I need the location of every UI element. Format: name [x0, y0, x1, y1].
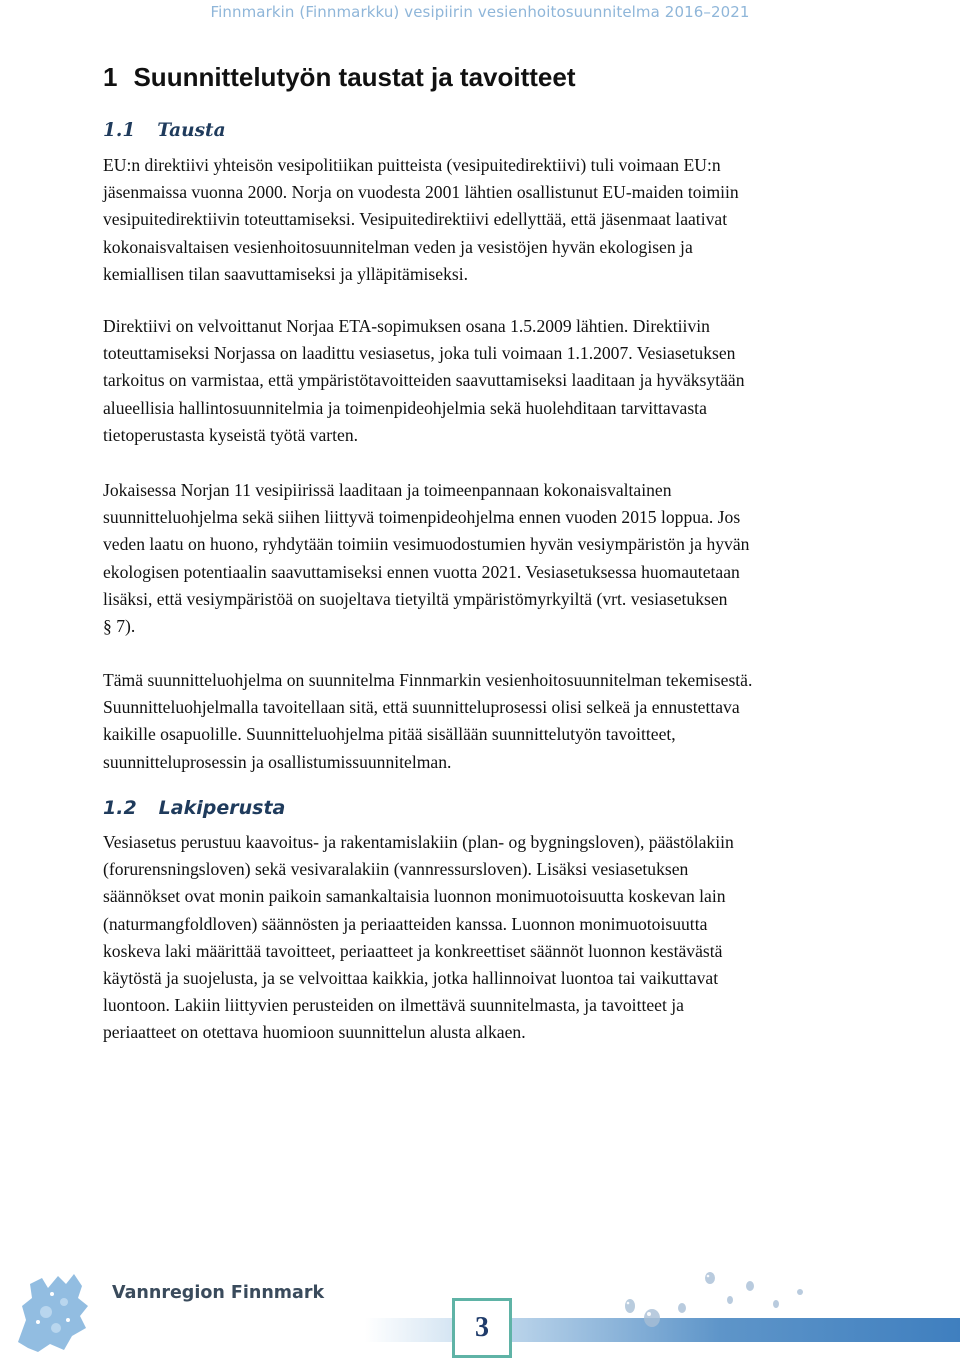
text-line: koskeva laki määrittää tavoitteet, periaatteet ja konkreettiset säännöt luonnon kestävästä [103, 940, 723, 961]
running-header: Finnmarkin (Finnmarkku) vesipiirin vesienhoitosuunnitelma 2016–2021 [210, 3, 750, 21]
text-line: Direktiivi on velvoittanut Norjaa ETA-sopimuksen osana 1.5.2009 lähtien. Direktiivin [103, 316, 710, 336]
water-drops-icon [600, 1268, 820, 1328]
paragraph-2 [103, 313, 873, 449]
text-line: alueellisia hallintosuunnitelmia ja toimenpideohjelmia sekä huolehditaan tarvittavasta [103, 397, 707, 418]
section-title: Lakiperusta [158, 797, 286, 819]
text-line: luontoon. Lakiin liittyvien perusteiden on ilmettävä suunnitelmasta, ja tavoitteet ja [103, 995, 684, 1016]
text-line: periaatteet on otettava huomioon suunnittelun alusta alkaen. [103, 1022, 526, 1043]
section-title: Tausta [157, 120, 226, 141]
text-line: (forurensningsloven) sekä vesivaralakiin (vannressursloven). Lisäksi vesiasetuksen [103, 859, 689, 880]
text-line: ekologisen potentiaalin saavuttamiseksi ennen vuotta 2021. Vesiasetuksessa huomautetaan [103, 561, 740, 582]
paragraph-4 [103, 667, 873, 776]
paragraph-1 [103, 152, 873, 288]
text-line: Suunnitteluohjelmalla tavoitellaan sitä, että suunnitteluprosessi olisi selkeä ja ennustettava [103, 697, 740, 718]
text-line: veden laatu on huono, ryhdytään toimiin vesimuodostumien hyvän vesiympäristön ja hyvän [103, 534, 750, 555]
brand-name: Vannregion Finnmark [112, 1283, 325, 1303]
text-line: tarkoitus on varmistaa, että ympäristötavoitteiden saavuttamiseksi laaditaan ja hyväksytään [103, 370, 745, 391]
paragraph-5 [103, 829, 873, 1047]
text-line: § 7). [103, 616, 136, 637]
finnmark-map-logo-icon [8, 1262, 100, 1358]
text-line: lisäksi, että vesiympäristöä on suojeltava tietyiltä ympäristömyrkyiltä (vrt. vesiasetuksen [103, 588, 728, 609]
section-number: 1.1 [103, 120, 136, 141]
text-line: tietoperustasta kyseistä työtä varten. [103, 424, 359, 445]
text-line: säännökset ovat monin paikoin samankaltaisia luonnon monimuotoisuutta koskevan lain [103, 886, 726, 907]
page-number: 3 [452, 1298, 512, 1358]
chapter-title-text: Suunnittelutyön taustat ja tavoitteet [133, 62, 576, 92]
text-line: EU:n direktiivi yhteisön vesipolitiikan puitteista (vesipuitedirektiivi) tuli voimaan EU:n [103, 155, 721, 175]
text-line: suunnitteluprosessin ja osallistumissuunnitelman. [103, 751, 452, 772]
text-line: kemiallisen tilan saavuttamiseksi ja ylläpitämiseksi. [103, 263, 468, 284]
text-line: Vesiasetus perustuu kaavoitus- ja rakentamislakiin (plan- og bygningsloven), päästölakiin [103, 832, 734, 852]
section-number: 1.2 [103, 797, 137, 819]
chapter-number: 1 [103, 62, 118, 92]
text-line: kokonaisvaltaisen vesienhoitosuunnitelman veden ja vesistöjen hyvän ekologisen ja [103, 236, 693, 257]
text-line: suunnitteluohjelma sekä siihen liittyvä toimenpideohjelma ennen vuoden 2015 loppua. Jos [103, 507, 741, 528]
chapter-title [103, 62, 576, 93]
text-line: Jokaisessa Norjan 11 vesipiirissä laaditaan ja toimeenpannaan kokonaisvaltainen [103, 480, 672, 500]
paragraph-3 [103, 477, 873, 640]
text-line: toteuttamiseksi Norjassa on laadittu vesiasetus, joka tuli voimaan 1.1.2007. Vesiasetuksen [103, 343, 736, 364]
text-line: kaikille osapuolille. Suunnitteluohjelma pitää sisällään suunnittelutyön tavoitteet, [103, 724, 676, 745]
section-heading-1-1 [103, 120, 226, 141]
text-line: käytöstä ja suojelusta, ja se velvoittaa kaikkia, jotka hallinnoivat luontoa tai vaikuttavat [103, 968, 719, 989]
text-line: Tämä suunnitteluohjelma on suunnitelma Finnmarkin vesienhoitosuunnitelman tekemisestä. [103, 670, 753, 690]
section-heading-1-2 [103, 797, 285, 819]
text-line: jäsenmaissa vuonna 2000. Norja on vuodesta 2001 lähtien osallistunut EU-maiden toimiin [103, 182, 739, 203]
text-line: vesipuitedirektiivin toteuttamiseksi. Vesipuitedirektiivi edellyttää, että jäsenmaat laativat [103, 209, 728, 230]
text-line: (naturmangfoldloven) säännösten ja periaatteiden kanssa. Luonnon monimuotoisuutta [103, 913, 708, 934]
